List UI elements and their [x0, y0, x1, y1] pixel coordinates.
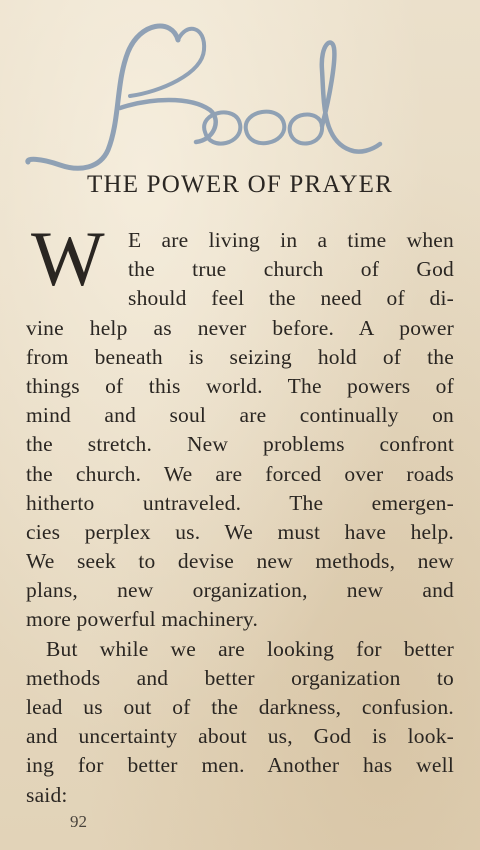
text-line: the true church of God: [128, 257, 454, 282]
body-text: [26, 215, 454, 810]
page-number: 92: [70, 812, 87, 831]
text-line: plans, new organization, new and: [26, 578, 454, 603]
text-line: should feel the need of di-: [128, 286, 454, 311]
text-line: vine help as never before. A power: [26, 315, 454, 340]
text-line: mind and soul are continually on: [26, 403, 454, 428]
text-line: the stretch. New problems confront: [26, 432, 454, 457]
text-line: We seek to devise new methods, new: [26, 549, 454, 574]
drop-cap: W: [31, 215, 105, 302]
text-line: things of this world. The powers of: [26, 373, 454, 398]
text-line: E are living in a time when: [128, 228, 454, 252]
text-line: more powerful machinery.: [26, 607, 259, 632]
text-line: lead us out of the darkness, confusion.: [26, 695, 454, 719]
text-line: methods and better organization to: [26, 665, 454, 690]
text-line: from beneath is seizing hold of the: [26, 344, 454, 369]
text-line: But while we are looking for better: [46, 636, 454, 661]
text-line: hitherto untraveled. The emergen-: [26, 490, 454, 515]
page-title: THE POWER OF PRAYER: [87, 171, 393, 198]
text-line: said:: [26, 782, 68, 807]
first-paragraph: [26, 215, 454, 314]
text-line: cies perplex us. We must have help.: [26, 519, 454, 544]
text-line: the church. We are forced over roads: [26, 461, 454, 486]
handwritten-signature: [0, 0, 480, 190]
text-line: and uncertainty about us, God is look-: [26, 724, 454, 749]
text-line: ing for better men. Another has well: [26, 753, 454, 778]
